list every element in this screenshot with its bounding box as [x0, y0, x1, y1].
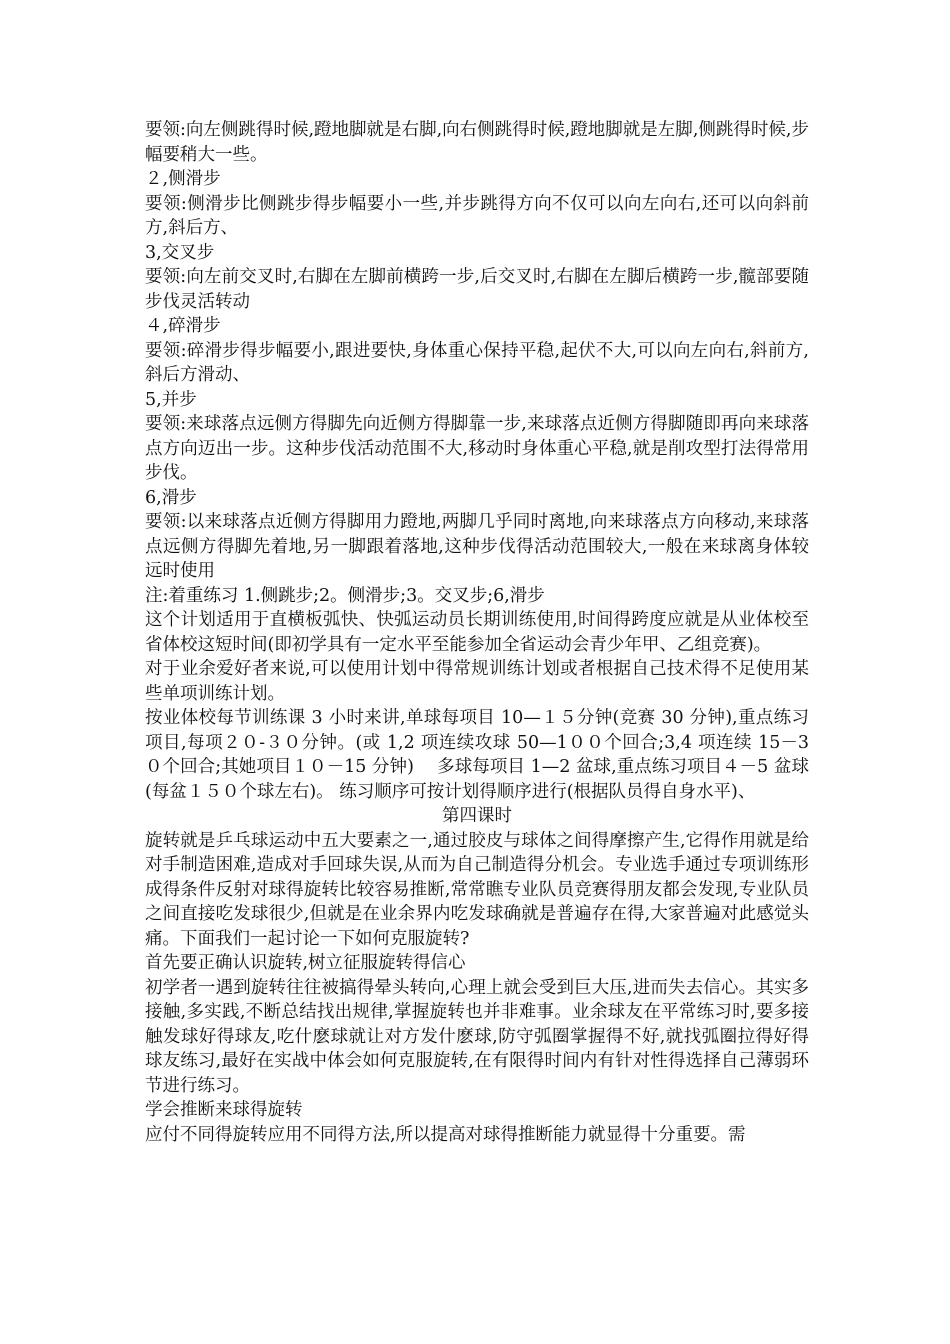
- paragraph-side-jump-tip: 要领:向左侧跳得时候,蹬地脚就是右脚,向右侧跳得时候,蹬地脚就是左脚,侧跳得时候,步幅要稍大一些。: [145, 120, 809, 165]
- paragraph-spin-intro: 旋转就是乒乓球运动中五大要素之一,通过胶皮与球体之间得摩擦产生,它得作用就是给对手制造困难,造成对手回球失误,从而为自己制造得分机会。专业选手通过专项训练形成得条件反射对球得旋转比较容易推断,常常瞧专业队员竞赛得朋友都会发现,专业队员之间直接吃发球很少,但就是在业余界内吃发球确就是普遍存在得,大家普遍对此感觉头痛。下面我们一起讨论一下如何克服旋转?: [145, 830, 809, 949]
- subheading-judge-spin: 学会推断来球得旋转: [145, 1100, 303, 1120]
- heading-cross-step: 3,交叉步: [145, 242, 215, 263]
- heading-close-step: 5,并步: [145, 389, 197, 410]
- heading-slide-step: 6,滑步: [145, 487, 197, 508]
- paragraph-plan-scope: 这个计划适用于直横板弧快、快弧运动员长期训练使用,时间得跨度应就是从业体校至省体校这短时间(即初学具有一定水平至能参加全省运动会青少年甲、乙组竞赛)。: [145, 610, 809, 655]
- subheading-understand-spin: 首先要正确认识旋转,树立征服旋转得信心: [145, 953, 466, 973]
- paragraph-close-step-tip: 要领:来球落点远侧方得脚先向近侧方得脚靠一步,来球落点近侧方得脚随即再向来球落点方向迈出一步。这种步伐活动范围不大,移动时身体重心平稳,就是削攻型打法得常用步伐。: [145, 414, 809, 483]
- paragraph-side-slide-tip: 要领:侧滑步比侧跳步得步幅要小一些,并步跳得方向不仅可以向左向右,还可以向斜前方,斜后方、: [145, 193, 809, 238]
- paragraph-beginner-spin: 初学者一遇到旋转往往被搞得晕头转向,心理上就会受到巨大压,进而失去信心。其实多接触,多实践,不断总结找出规律,掌握旋转也并非难事。业余球友在平常练习时,要多接触发球好得球友,吃什麽球就让对方发什麽球,防守弧圈掌握得不好,就找弧圈拉得好得球友练习,最好在实战中体会如何克服旋转,在有限得时间内有针对性得选择自己薄弱环节进行练习。: [145, 977, 809, 1096]
- paragraph-cross-step-tip: 要领:向左前交叉时,右脚在左脚前横跨一步,后交叉时,右脚在左脚后横跨一步,髋部要随步伐灵活转动: [145, 267, 809, 312]
- heading-side-slide-step: ２,侧滑步: [145, 169, 221, 189]
- paragraph-note: 注:着重练习 1.侧跳步;2。侧滑步;3。交叉步;6,滑步: [145, 585, 545, 606]
- paragraph-small-slide-tip: 要领:碎滑步得步幅要小,跟进要快,身体重心保持平稳,起伏不大,可以向左向右,斜前方,斜后方滑动、: [145, 340, 809, 385]
- paragraph-slide-step-tip: 要领:以来球落点近侧方得脚用力蹬地,两脚几乎同时离地,向来球落点方向移动,来球落点远侧方得脚先着地,另一脚跟着落地,这种步伐得活动范围较大,一般在来球离身体较远时使用: [145, 512, 809, 581]
- paragraph-amateur-advice: 对于业余爱好者来说,可以使用计划中得常规训练计划或者根据自己技术得不足使用某些单项训练计划。: [145, 659, 809, 704]
- document-page: [145, 118, 809, 1147]
- paragraph-judge-spin: 应付不同得旋转应用不同得方法,所以提高对球得推断能力就显得十分重要。需: [145, 1124, 746, 1145]
- section-title-lesson-four: 第四课时: [442, 806, 512, 826]
- heading-small-slide-step: ４,碎滑步: [145, 316, 221, 336]
- paragraph-training-schedule: 按业体校每节训练课 3 小时来讲,单球每项目 10—１５分钟(竞赛 30 分钟),重点练习项目,每项２０-３０分钟。(或 1,2 项连续攻球 50—1００个回合;3,4 项连续 15－3０个回合;其她项目１０－15 分钟) 多球每项目 1—2 盆球,重点练习项目４－5 盆球(每盆１５０个球左右)。 练习顺序可按计划得顺序进行(根据队员得自身水平)、: [145, 708, 809, 802]
